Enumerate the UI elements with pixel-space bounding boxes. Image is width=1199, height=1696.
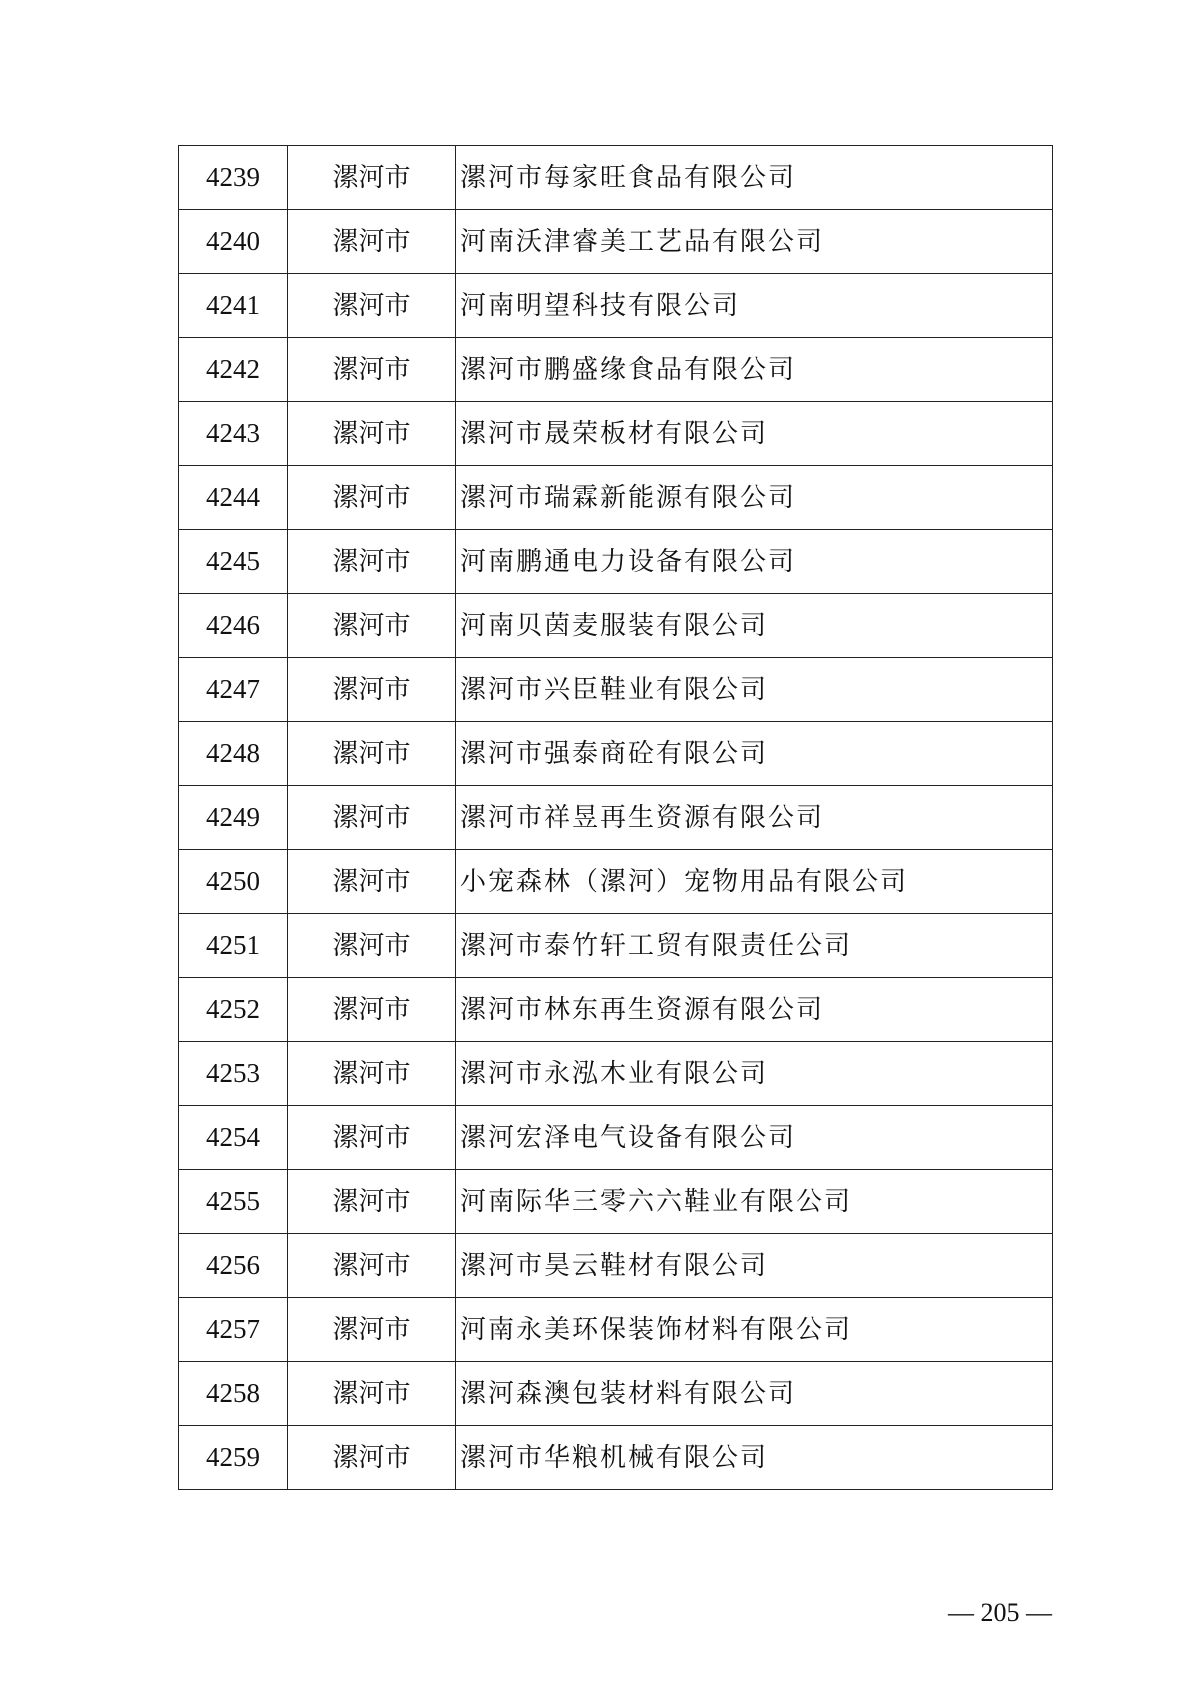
company-name-cell: 河南沃津睿美工艺品有限公司 [456,210,1053,274]
table-row [179,1426,1053,1490]
row-number-cell: 4255 [179,1170,288,1234]
city-cell: 漯河市 [288,1298,456,1362]
table-row [179,530,1053,594]
row-number-cell: 4247 [179,658,288,722]
company-name-cell: 河南际华三零六六鞋业有限公司 [456,1170,1053,1234]
table-row [179,850,1053,914]
table-body [179,146,1053,1490]
table-row [179,1298,1053,1362]
table-row [179,1106,1053,1170]
row-number-cell: 4253 [179,1042,288,1106]
row-number-cell: 4257 [179,1298,288,1362]
city-cell: 漯河市 [288,978,456,1042]
city-cell: 漯河市 [288,1106,456,1170]
company-name-cell: 漯河宏泽电气设备有限公司 [456,1106,1053,1170]
page-number: — 205 — [948,1598,1052,1627]
city-cell: 漯河市 [288,466,456,530]
city-cell: 漯河市 [288,1234,456,1298]
company-name-cell: 漯河市瑞霖新能源有限公司 [456,466,1053,530]
row-number-cell: 4244 [179,466,288,530]
table-row [179,1362,1053,1426]
row-number-cell: 4241 [179,274,288,338]
city-cell: 漯河市 [288,402,456,466]
row-number-cell: 4251 [179,914,288,978]
city-cell: 漯河市 [288,1362,456,1426]
row-number-cell: 4258 [179,1362,288,1426]
table-row [179,1042,1053,1106]
company-name-cell: 漯河森澳包装材料有限公司 [456,1362,1053,1426]
row-number-cell: 4243 [179,402,288,466]
company-list-table [178,145,1053,1490]
company-name-cell: 漯河市鹏盛缘食品有限公司 [456,338,1053,402]
company-name-cell: 河南永美环保装饰材料有限公司 [456,1298,1053,1362]
row-number-cell: 4252 [179,978,288,1042]
row-number-cell: 4249 [179,786,288,850]
table-row [179,594,1053,658]
city-cell: 漯河市 [288,914,456,978]
city-cell: 漯河市 [288,722,456,786]
row-number-cell: 4259 [179,1426,288,1490]
company-name-cell: 小宠森林（漯河）宠物用品有限公司 [456,850,1053,914]
row-number-cell: 4239 [179,146,288,210]
table-row [179,1234,1053,1298]
table-row [179,466,1053,530]
city-cell: 漯河市 [288,850,456,914]
city-cell: 漯河市 [288,530,456,594]
table-row [179,146,1053,210]
row-number-cell: 4242 [179,338,288,402]
company-name-cell: 漯河市每家旺食品有限公司 [456,146,1053,210]
table-row [179,786,1053,850]
table-row [179,210,1053,274]
company-name-cell: 漯河市华粮机械有限公司 [456,1426,1053,1490]
company-name-cell: 河南贝茵麦服装有限公司 [456,594,1053,658]
company-name-cell: 漯河市永泓木业有限公司 [456,1042,1053,1106]
table-row [179,402,1053,466]
row-number-cell: 4248 [179,722,288,786]
table-row [179,1170,1053,1234]
city-cell: 漯河市 [288,1170,456,1234]
table-row [179,722,1053,786]
company-name-cell: 漯河市林东再生资源有限公司 [456,978,1053,1042]
table-row [179,338,1053,402]
table-row [179,978,1053,1042]
city-cell: 漯河市 [288,274,456,338]
row-number-cell: 4240 [179,210,288,274]
city-cell: 漯河市 [288,786,456,850]
city-cell: 漯河市 [288,1042,456,1106]
row-number-cell: 4246 [179,594,288,658]
city-cell: 漯河市 [288,594,456,658]
company-name-cell: 漯河市强泰商砼有限公司 [456,722,1053,786]
row-number-cell: 4250 [179,850,288,914]
city-cell: 漯河市 [288,146,456,210]
company-name-cell: 漯河市兴臣鞋业有限公司 [456,658,1053,722]
row-number-cell: 4256 [179,1234,288,1298]
city-cell: 漯河市 [288,210,456,274]
company-name-cell: 漯河市泰竹轩工贸有限责任公司 [456,914,1053,978]
company-name-cell: 漯河市晟荣板材有限公司 [456,402,1053,466]
company-name-cell: 河南明望科技有限公司 [456,274,1053,338]
company-name-cell: 河南鹏通电力设备有限公司 [456,530,1053,594]
table-row [179,658,1053,722]
row-number-cell: 4245 [179,530,288,594]
company-name-cell: 漯河市祥昱再生资源有限公司 [456,786,1053,850]
company-name-cell: 漯河市昊云鞋材有限公司 [456,1234,1053,1298]
row-number-cell: 4254 [179,1106,288,1170]
city-cell: 漯河市 [288,1426,456,1490]
table-row [179,274,1053,338]
city-cell: 漯河市 [288,338,456,402]
city-cell: 漯河市 [288,658,456,722]
table-row [179,914,1053,978]
